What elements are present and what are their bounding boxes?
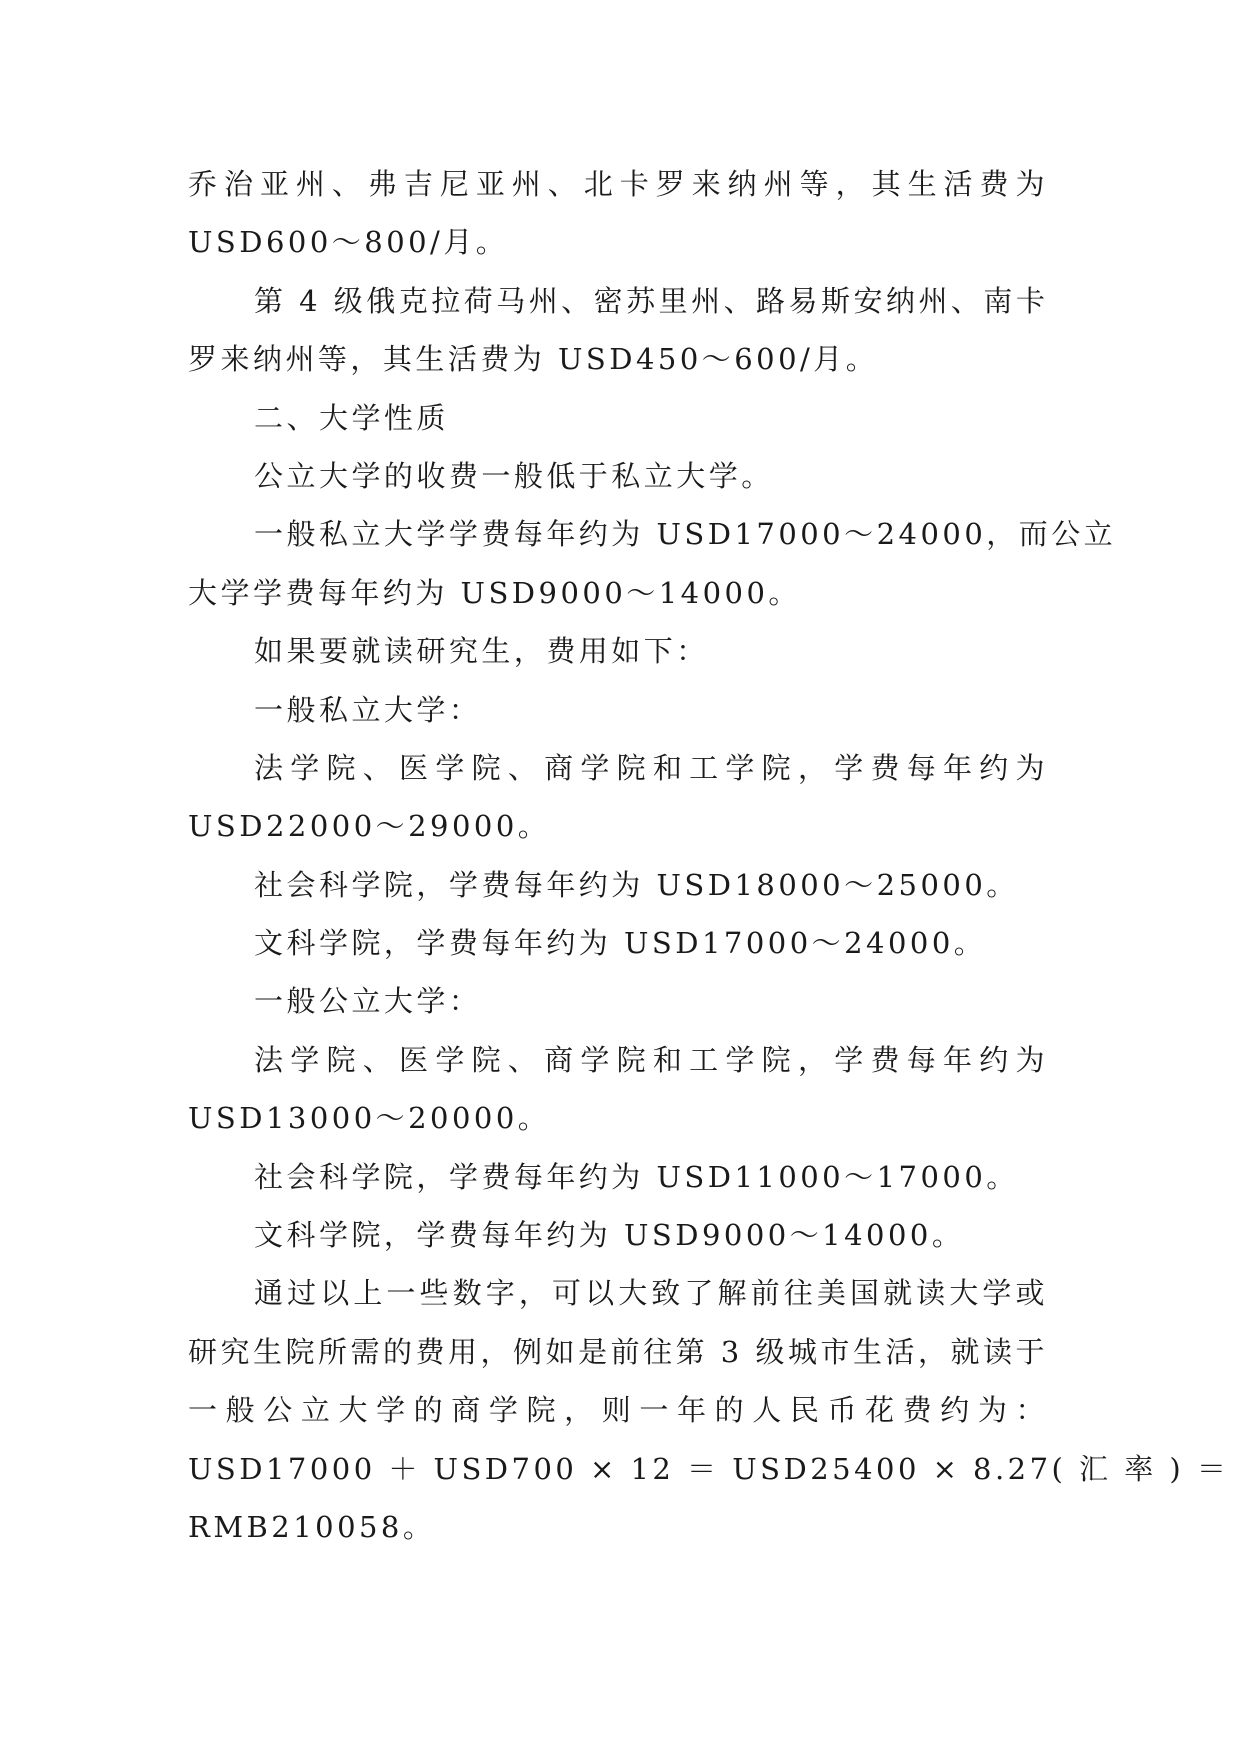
text-line: 公立大学的收费一般低于私立大学。 (254, 458, 774, 493)
text-line: 一般私立大学： (254, 692, 482, 727)
section-heading: 二、大学性质 (254, 400, 449, 435)
text-line: 文科学院，学费每年约为 USD17000～24000。 (254, 926, 987, 961)
text-line: USD600～800/月。 (188, 225, 509, 260)
text-line: 罗来纳州等，其生活费为 USD450～600/月。 (188, 342, 879, 377)
text-line: 一般公立大学： (254, 984, 482, 1019)
body-text (188, 155, 1230, 1556)
text-line: 法学院、医学院、商学院和工学院，学费每年约为 (254, 1042, 1048, 1077)
text-line: 第 4 级俄克拉荷马州、密苏里州、路易斯安纳州、南卡 (254, 283, 1049, 318)
text-line: 大学学费每年约为 USD9000～14000。 (188, 575, 801, 610)
text-line: 通过以上一些数字，可以大致了解前往美国就读大学或 (254, 1276, 1048, 1311)
text-line: 一般私立大学学费每年约为 USD17000～24000，而公立 (254, 517, 1117, 552)
text-line: 研究生院所需的费用，例如是前往第 3 级城市生活，就读于 (188, 1334, 1048, 1369)
text-line: 文科学院，学费每年约为 USD9000～14000。 (254, 1218, 965, 1253)
text-line: USD17000 ＋ USD700 × 12 ＝ USD25400 × 8.27( 汇 率 ) ＝ (188, 1451, 1230, 1486)
text-line: 法学院、医学院、商学院和工学院，学费每年约为 (254, 750, 1048, 785)
text-line: 社会科学院，学费每年约为 USD18000～25000。 (254, 867, 1019, 902)
text-line: 社会科学院，学费每年约为 USD11000～17000。 (254, 1159, 1019, 1194)
text-line: 乔治亚州、弗吉尼亚州、北卡罗来纳州等，其生活费为 (188, 167, 1048, 201)
text-line: USD13000～20000。 (188, 1101, 551, 1136)
text-line: USD22000～29000。 (188, 809, 551, 844)
text-line: 如果要就读研究生，费用如下： (254, 634, 709, 669)
text-line: 一般公立大学的商学院，则一年的人民币花费约为： (188, 1393, 1048, 1428)
text-line: RMB210058。 (188, 1509, 436, 1544)
